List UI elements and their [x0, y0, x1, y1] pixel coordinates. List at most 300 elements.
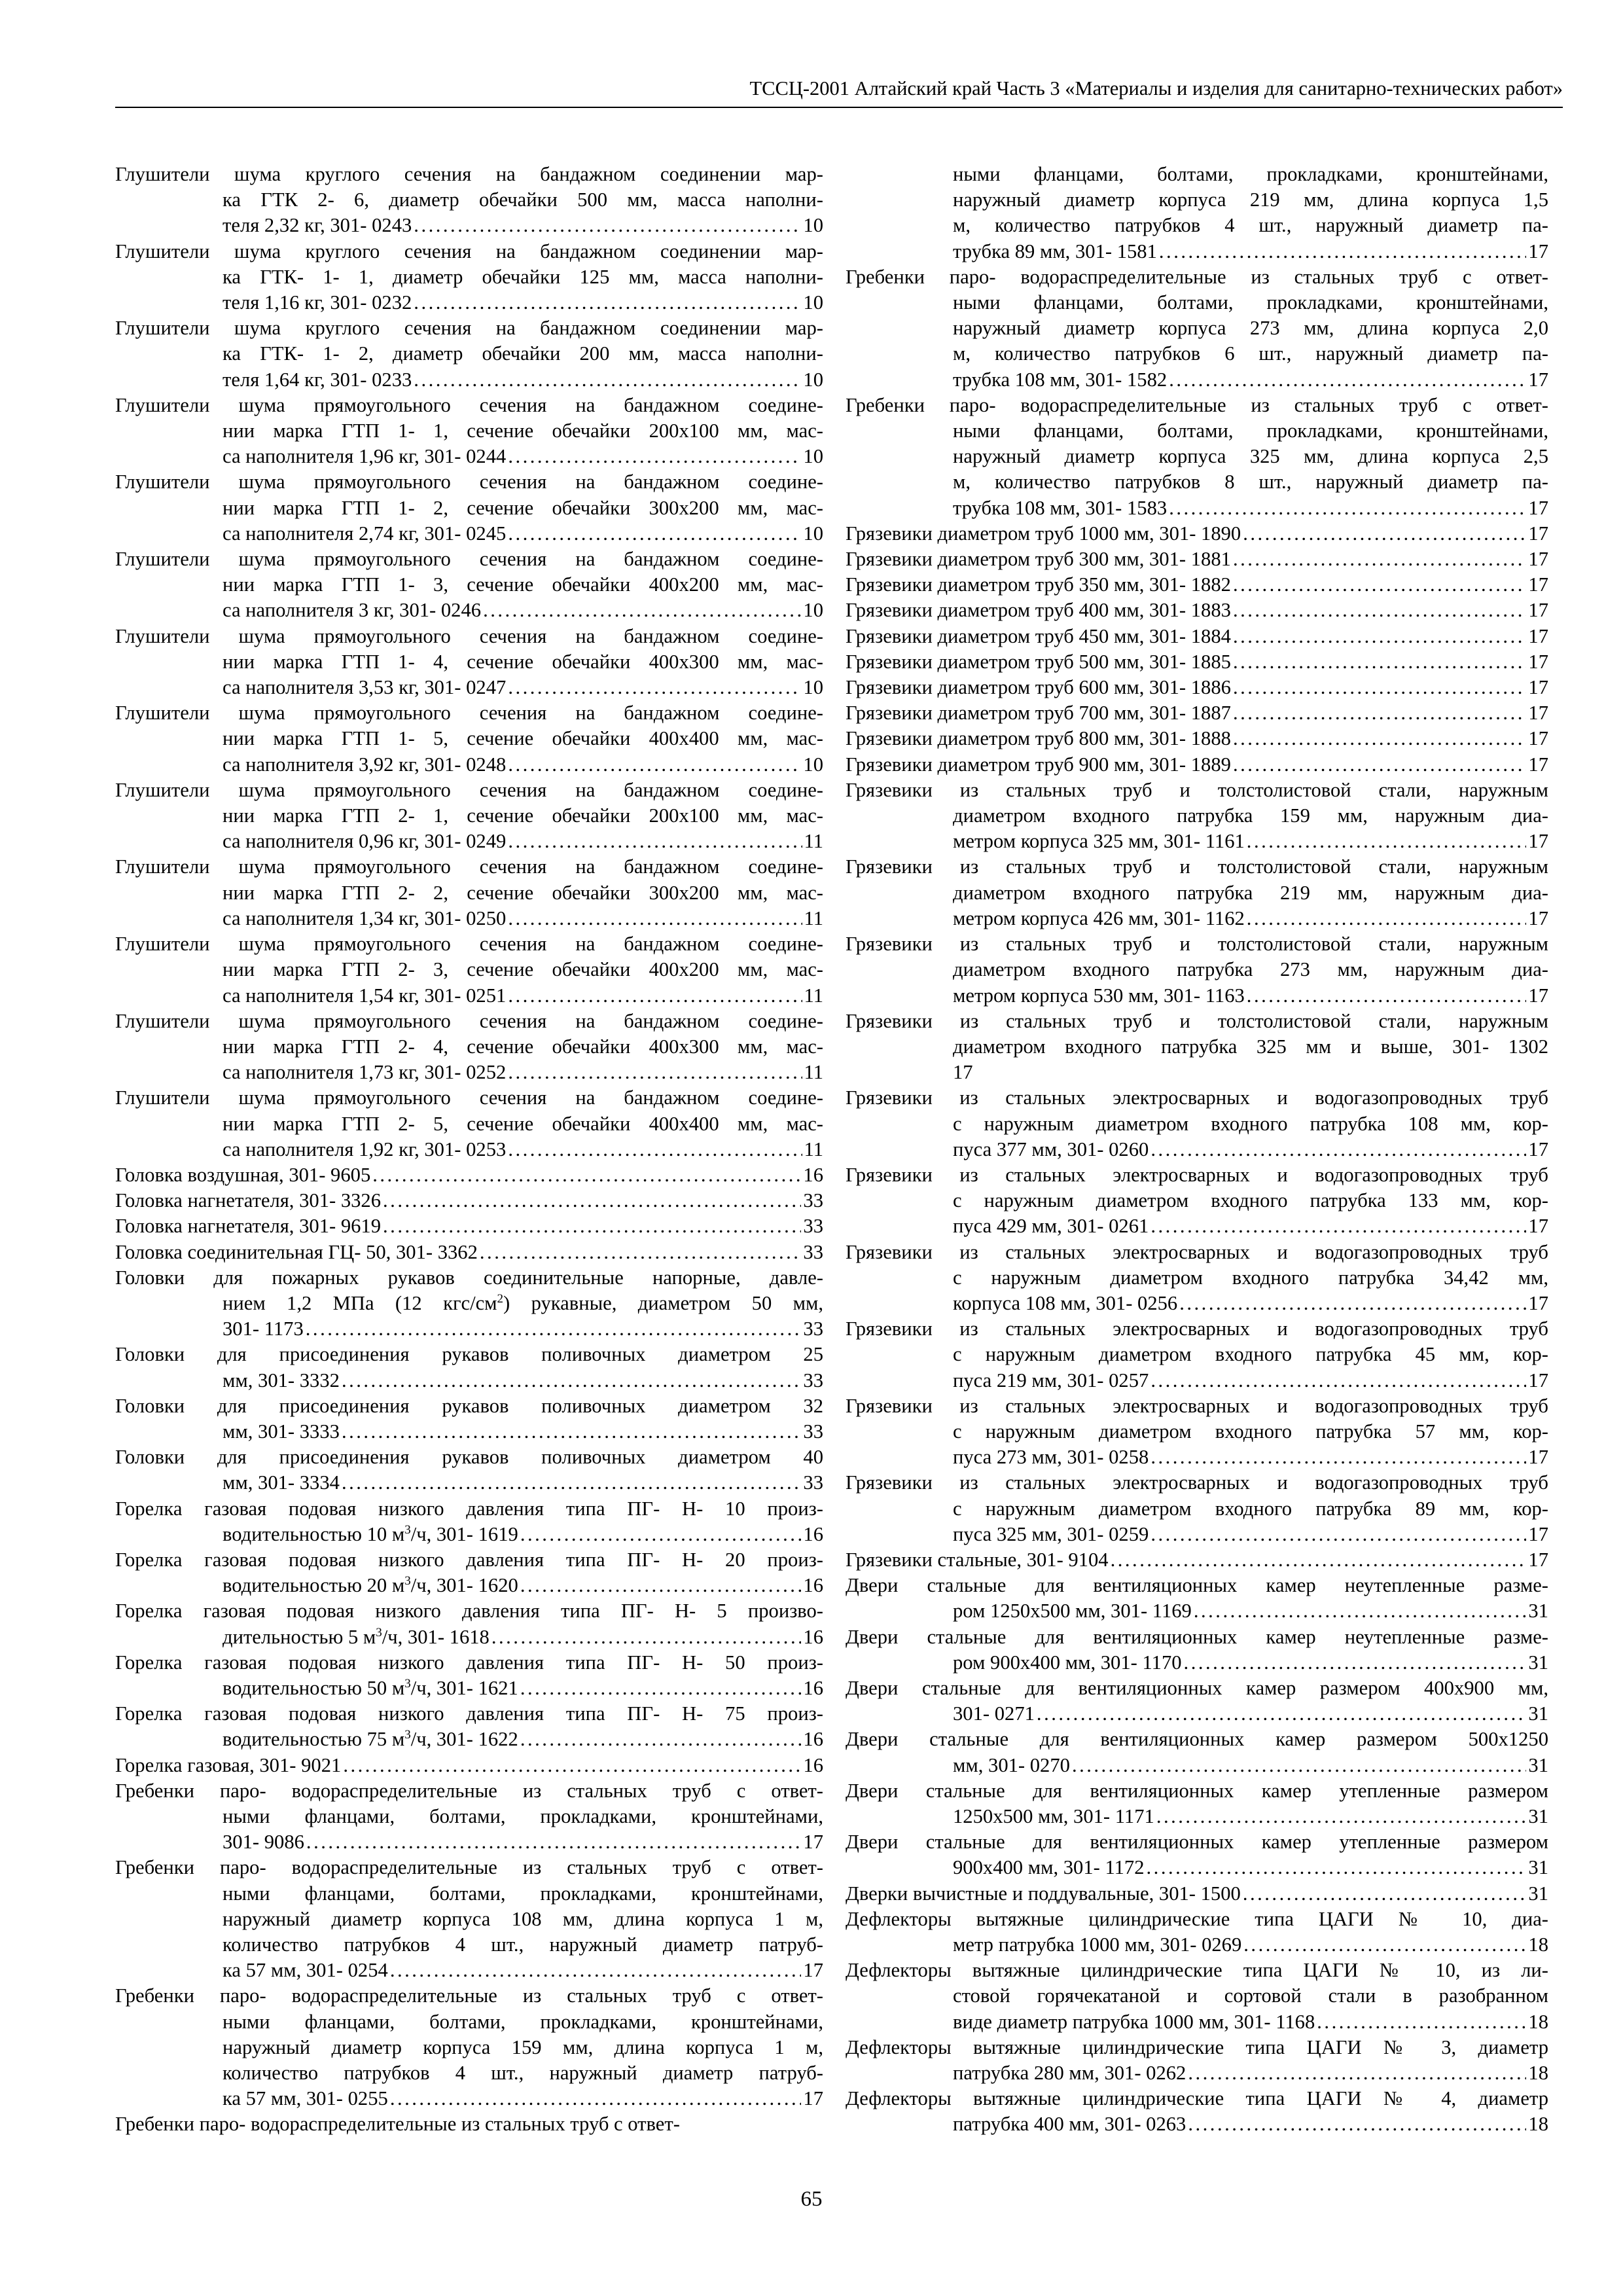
entry-text-line: стовой горячекатаной и сортовой стали в разобранном — [953, 1984, 1548, 2007]
index-entry — [115, 2111, 823, 2137]
entry-reference-line — [115, 1753, 823, 1778]
index-column-right — [846, 162, 1548, 2138]
entry-reference-text: мм, 301- 3333 — [223, 1420, 340, 1443]
entry-page-number: 31 — [1528, 1805, 1548, 1827]
dot-leader — [1194, 1598, 1527, 1624]
entry-text-line: Двери стальные для вентиляционных камер неутепленные разме- — [846, 1625, 1548, 1648]
entry-page-number: 31 — [1528, 1600, 1548, 1623]
entry-reference-text: патрубка 400 мм, 301- 0263 — [953, 2113, 1186, 2136]
entry-text-line: Глушители шума круглого сечения на бандажном соединении мар- — [115, 240, 823, 262]
entry-text-line: нии марка ГТП 1- 1, сечение обечайки 200х100 мм, мас- — [223, 420, 823, 442]
index-entry — [846, 1393, 1548, 1471]
entry-text-line: Гребенки паро- водораспределительные из стальных труб с ответ- — [115, 2113, 680, 2136]
entry-text-line: Дефлекторы вытяжные цилиндрические типа ЦАГИ № 3, диаметр — [846, 2036, 1548, 2058]
index-entry — [115, 547, 823, 624]
entry-text-line: Глушители шума прямоугольного сечения на бандажном соедине- — [115, 624, 823, 647]
index-entry — [846, 598, 1548, 623]
dot-leader — [520, 1727, 802, 1752]
entry-page-number: 10 — [803, 445, 823, 468]
entry-page-number: 10 — [803, 676, 823, 699]
entry-text-line: Грязевики из стальных электросварных и водогазопроводных труб — [846, 1086, 1548, 1109]
entry-reference-line — [846, 1804, 1548, 1829]
dot-leader — [480, 1240, 802, 1265]
entry-reference-line — [846, 1881, 1548, 1907]
entry-reference-text: Грязевики диаметром труб 1000 мм, 301- 1890 — [846, 522, 1241, 545]
entry-reference-text: Грязевики диаметром труб 900 мм, 301- 1889 — [846, 753, 1231, 776]
index-entry — [846, 1829, 1548, 1880]
entry-reference-text: Головка воздушная, 301- 9605 — [115, 1163, 371, 1186]
entry-page-number: 17 — [1528, 830, 1548, 853]
entry-page-number: 33 — [803, 1240, 823, 1263]
dot-leader — [508, 752, 801, 778]
entry-reference-line — [115, 829, 823, 854]
dot-leader — [1233, 598, 1526, 623]
entry-reference-text: пуса 273 мм, 301- 0258 — [953, 1446, 1149, 1469]
dot-leader — [1233, 726, 1526, 751]
entry-page-number: 16 — [803, 1574, 823, 1597]
entry-reference-line — [846, 1213, 1548, 1239]
dot-leader — [1233, 572, 1526, 598]
entry-page-number: 17 — [1528, 702, 1548, 725]
entry-reference-line — [846, 1932, 1548, 1958]
dot-leader — [1072, 1753, 1526, 1778]
entry-text-line: Гребенки паро- водораспределительные из стальных труб с ответ- — [115, 1984, 823, 2007]
dot-leader — [1169, 495, 1526, 521]
entry-reference-text: трубка 89 мм, 301- 1581 — [953, 240, 1157, 262]
entry-reference-text: теля 1,16 кг, 301- 0232 — [223, 291, 412, 314]
entry-reference-line — [846, 1547, 1548, 1573]
entry-reference-text: мм, 301- 3334 — [223, 1471, 340, 1494]
entry-text-line: нии марка ГТП 1- 4, сечение обечайки 400х300 мм, мас- — [223, 650, 823, 673]
entry-page-number: 33 — [803, 1215, 823, 1238]
entry-text-line: нии марка ГТП 1- 5, сечение обечайки 400х400 мм, мас- — [223, 727, 823, 750]
dot-leader — [1159, 239, 1527, 264]
entry-reference-text: пуса 377 мм, 301- 0260 — [953, 1138, 1149, 1160]
entry-reference-line — [115, 598, 823, 623]
dot-leader — [1150, 1137, 1526, 1162]
entry-page-number: 10 — [803, 368, 823, 391]
entry-reference-line — [115, 290, 823, 315]
entry-text-line: нии марка ГТП 2- 5, сечение обечайки 400х400 мм, мас- — [223, 1112, 823, 1135]
index-entry — [846, 726, 1548, 751]
index-entry — [846, 162, 1548, 264]
dot-leader — [390, 2086, 802, 2111]
index-entry — [115, 1547, 823, 1598]
entry-reference-text: ром 1250х500 мм, 301- 1169 — [953, 1600, 1192, 1623]
entry-reference-text: са наполнителя 1,54 кг, 301- 0251 — [223, 984, 507, 1007]
index-entry — [115, 931, 823, 1009]
index-entry — [115, 1009, 823, 1086]
entry-text-line: м, количество патрубков 8 шт., наружный диаметр па- — [953, 471, 1548, 493]
entry-page-number: 17 — [1528, 240, 1548, 262]
entry-reference-text: мм, 301- 0270 — [953, 1753, 1070, 1776]
entry-text-line: Гребенки паро- водораспределительные из стальных труб с ответ- — [115, 1779, 823, 1802]
entry-page-number: 33 — [803, 1189, 823, 1212]
dot-leader — [1184, 1650, 1527, 1676]
entry-reference-text: теля 1,64 кг, 301- 0233 — [223, 368, 412, 391]
entry-text-line: Глушители шума прямоугольного сечения на бандажном соедине- — [115, 778, 823, 801]
entry-reference-text: Грязевики диаметром труб 800 мм, 301- 1888 — [846, 727, 1231, 750]
entry-page-number: 18 — [1528, 1933, 1548, 1956]
dot-leader — [491, 1624, 802, 1650]
header-rule — [115, 107, 1563, 108]
index-entry — [115, 1496, 823, 1547]
entry-reference-text: трубка 108 мм, 301- 1583 — [953, 496, 1168, 519]
entry-text-line: Двери стальные для вентиляционных камер утепленные размером — [846, 1779, 1548, 1802]
entry-reference-line — [846, 1650, 1548, 1676]
header-title: ТССЦ-2001 Алтайский край Часть 3 «Материалы и изделия для санитарно-технических работ» — [749, 77, 1563, 99]
entry-text-line: Грязевики из стальных труб и толстолистовой стали, наружным — [846, 1009, 1548, 1032]
entry-page-number: 17 — [1528, 1138, 1548, 1160]
dot-leader — [1179, 1291, 1526, 1316]
index-entry — [115, 1701, 823, 1752]
entry-reference-line — [846, 649, 1548, 675]
entry-reference-text: Грязевики диаметром труб 700 мм, 301- 1887 — [846, 702, 1231, 725]
entry-text-line: Гребенки паро- водораспределительные из стальных труб с ответ- — [846, 393, 1548, 416]
index-entry — [846, 521, 1548, 547]
index-entry — [115, 1393, 823, 1444]
entry-page-number: 17 — [1528, 984, 1548, 1007]
dot-leader — [1150, 1522, 1526, 1547]
entry-text-line: м, количество патрубков 4 шт., наружный диаметр па- — [953, 214, 1548, 237]
entry-page-number: 17 — [803, 1959, 823, 1982]
index-entry — [846, 1907, 1548, 1958]
entry-text-line: Гребенки паро- водораспределительные из стальных труб с ответ- — [846, 265, 1548, 288]
entry-text-line: Гребенки паро- водораспределительные из стальных труб с ответ- — [115, 1856, 823, 1879]
index-entry — [846, 1085, 1548, 1162]
index-entry — [846, 572, 1548, 598]
entry-text-line: ка ГТК- 1- 1, диаметр обечайки 125 мм, масса наполни- — [223, 265, 823, 288]
entry-reference-text: са наполнителя 3,53 кг, 301- 0247 — [223, 676, 507, 699]
index-entry — [846, 1240, 1548, 1317]
index-entry — [846, 649, 1548, 675]
entry-text-line: Горелка газовая подовая низкого давления типа ПГ- Н- 50 произ- — [115, 1651, 823, 1674]
dot-leader — [508, 444, 801, 469]
entry-text-line: с наружным диаметром входного патрубка 108 мм, кор- — [953, 1112, 1548, 1135]
entry-reference-text: метр патрубка 1000 мм, 301- 0269 — [953, 1933, 1242, 1956]
entry-text-line: Грязевики из стальных электросварных и водогазопроводных труб — [846, 1318, 1548, 1340]
entry-reference-line — [115, 1727, 823, 1752]
entry-text-line: Грязевики из стальных электросварных и водогазопроводных труб — [846, 1163, 1548, 1186]
entry-reference-line — [846, 1522, 1548, 1547]
entry-reference-line — [846, 598, 1548, 623]
entry-reference-line — [846, 239, 1548, 264]
index-entry — [115, 1085, 823, 1162]
entry-page-number: 17 — [1528, 1369, 1548, 1391]
entry-reference-line — [115, 1316, 823, 1342]
entry-page-number: 31 — [1528, 1702, 1548, 1725]
dot-leader — [483, 598, 801, 623]
entry-text-line: нии марка ГТП 2- 1, сечение обечайки 200х100 мм, мас- — [223, 804, 823, 827]
entry-reference-line — [115, 1470, 823, 1496]
dot-leader — [306, 1829, 801, 1855]
index-entry — [115, 700, 823, 778]
entry-text-line: Головки для пожарных рукавов соединительные напорные, давле- — [115, 1266, 823, 1289]
entry-reference-line — [846, 2111, 1548, 2137]
index-entry — [846, 547, 1548, 572]
dot-leader — [1317, 2009, 1526, 2035]
index-entry — [115, 1983, 823, 2111]
entry-reference-line — [115, 1162, 823, 1188]
dot-leader — [1233, 624, 1526, 649]
entry-reference-text: Дверки вычистные и поддувальные, 301- 1500 — [846, 1882, 1241, 1905]
entry-page-number: 11 — [804, 1061, 823, 1084]
entry-page-number: 17 — [1528, 573, 1548, 596]
entry-page-number: 17 — [1528, 1522, 1548, 1545]
entry-reference-line — [846, 521, 1548, 547]
index-entry — [846, 393, 1548, 521]
dot-leader — [390, 1958, 802, 1983]
entry-reference-line — [115, 1419, 823, 1444]
entry-text-line: ка ГТК- 1- 2, диаметр обечайки 200 мм, масса наполни- — [223, 342, 823, 365]
entry-reference-line — [846, 726, 1548, 751]
index-column-left — [115, 162, 823, 2138]
entry-reference-line — [115, 521, 823, 547]
entry-reference-line — [846, 906, 1548, 931]
index-entry — [115, 393, 823, 470]
entry-reference-text: са наполнителя 0,96 кг, 301- 0249 — [223, 830, 507, 853]
entry-text-line: нием 1,2 МПа (12 кгс/$см^2$) рукавные, диаметром 50 мм, — [223, 1291, 823, 1314]
entry-reference-text: са наполнителя 3 кг, 301- 0246 — [223, 599, 482, 622]
entry-reference-text: Грязевики диаметром труб 400 мм, 301- 1883 — [846, 599, 1231, 622]
entry-reference-line — [115, 213, 823, 238]
entry-reference-text: пуса 325 мм, 301- 0259 — [953, 1522, 1149, 1545]
entry-reference-text: мм, 301- 3332 — [223, 1369, 340, 1391]
dot-leader — [520, 1573, 802, 1598]
dot-leader — [1233, 675, 1526, 700]
index-entry — [115, 1240, 823, 1265]
entry-text-line: Глушители шума прямоугольного сечения на бандажном соедине- — [115, 471, 823, 493]
entry-reference-line — [115, 1676, 823, 1701]
index-entry — [846, 1316, 1548, 1393]
entry-text-line: наружный диаметр корпуса 219 мм, длина корпуса 1,5 — [953, 188, 1548, 211]
entry-reference-line — [846, 1291, 1548, 1316]
entry-reference-text: ром 900х400 мм, 301- 1170 — [953, 1651, 1182, 1674]
index-entry — [115, 315, 823, 393]
dot-leader — [1233, 547, 1526, 572]
entry-reference-line — [115, 1213, 823, 1239]
entry-reference-line — [846, 752, 1548, 778]
index-entry — [846, 624, 1548, 649]
index-entry — [846, 264, 1548, 393]
entry-text-line: нии марка ГТП 1- 2, сечение обечайки 300х200 мм, мас- — [223, 496, 823, 519]
entry-text-line: нии марка ГТП 2- 4, сечение обечайки 400х300 мм, мас- — [223, 1035, 823, 1058]
entry-reference-line — [115, 1060, 823, 1085]
entry-text-line: ными фланцами, болтами, прокладками, кронштейнами, — [223, 2010, 823, 2033]
entry-text-line: Двери стальные для вентиляционных камер утепленные размером — [846, 1831, 1548, 1854]
entry-text-line: ка ГТК 2- 6, диаметр обечайки 500 мм, масса наполни- — [223, 188, 823, 211]
entry-text-line: Двери стальные для вентиляционных камер размером 400х900 мм, — [846, 1676, 1548, 1699]
entry-reference-text: водительностью 75 $м^3/ч$, 301- 1622 — [223, 1728, 518, 1751]
entry-page-number: 17 — [1528, 1446, 1548, 1469]
entry-page-number: 18 — [1528, 2113, 1548, 2136]
dot-leader — [1169, 367, 1526, 393]
entry-text-line: нии марка ГТП 1- 3, сечение обечайки 400х200 мм, мас- — [223, 573, 823, 596]
entry-text-line: наружный диаметр корпуса 273 мм, длина корпуса 2,0 — [953, 317, 1548, 340]
entry-page-number: 18 — [1528, 2062, 1548, 2085]
entry-text-line: Глушители шума прямоугольного сечения на бандажном соедине- — [115, 393, 823, 416]
entry-page-number: 16 — [803, 1753, 823, 1776]
entry-reference-text: водительностью 10 $м^3/ч$, 301- 1619 — [223, 1522, 518, 1545]
entry-reference-text: дительностью 5 $м^3/ч$, 301- 1618 — [223, 1625, 490, 1648]
entry-reference-text: Грязевики диаметром труб 300 мм, 301- 1881 — [846, 548, 1231, 571]
entry-reference-text: са наполнителя 1,34 кг, 301- 0250 — [223, 906, 507, 929]
dot-leader — [1147, 1855, 1527, 1880]
entry-page-number: 17 — [1528, 727, 1548, 750]
entry-reference-text: Грязевики диаметром труб 350 мм, 301- 1882 — [846, 573, 1231, 596]
entry-text-line: Горелка газовая подовая низкого давления типа ПГ- Н- 20 произ- — [115, 1548, 823, 1571]
entry-reference-text: Головка соединительная ГЦ- 50, 301- 3362 — [115, 1240, 478, 1263]
entry-reference-text: ка 57 мм, 301- 0254 — [223, 1959, 388, 1982]
dot-leader — [1247, 983, 1527, 1009]
entry-page-number: 17 — [1528, 1548, 1548, 1571]
dot-leader — [1243, 1881, 1527, 1907]
index-entry — [115, 1650, 823, 1701]
entry-reference-line — [846, 624, 1548, 649]
entry-page-number: 16 — [803, 1676, 823, 1699]
entry-text-line: Глушители шума прямоугольного сечения на бандажном соедине- — [115, 1009, 823, 1032]
entry-text-line: Глушители шума прямоугольного сечения на бандажном соедине- — [115, 1086, 823, 1109]
entry-text-line: количество патрубков 4 шт., наружный диаметр патруб- — [223, 2062, 823, 2085]
entry-page-number: 17 — [1528, 522, 1548, 545]
dot-leader — [342, 1470, 801, 1496]
entry-text-line: Глушители шума прямоугольного сечения на бандажном соедине- — [115, 702, 823, 725]
dot-leader — [1150, 1444, 1526, 1470]
index-entry — [115, 469, 823, 547]
entry-page-number: 11 — [804, 1138, 823, 1160]
entry-text-line: ными фланцами, болтами, прокладками, кронштейнами, — [223, 1882, 823, 1905]
entry-reference-text: 301- 1173 — [223, 1318, 304, 1340]
entry-text-line: Дефлекторы вытяжные цилиндрические типа ЦАГИ № 10, из ли- — [846, 1959, 1548, 1982]
entry-text-line: наружный диаметр корпуса 325 мм, длина корпуса 2,5 — [953, 445, 1548, 468]
index-entry — [115, 854, 823, 931]
dot-leader — [520, 1676, 802, 1701]
entry-reference-text: Грязевики диаметром труб 450 мм, 301- 1884 — [846, 624, 1231, 647]
entry-text-line: м, количество патрубков 6 шт., наружный диаметр па- — [953, 342, 1548, 365]
entry-reference-text: Головка нагнетателя, 301- 3326 — [115, 1189, 382, 1212]
dot-leader — [1188, 2060, 1526, 2086]
dot-leader — [1111, 1547, 1527, 1573]
dot-leader — [1233, 649, 1526, 675]
entry-reference-text: Грязевики диаметром труб 600 мм, 301- 1886 — [846, 676, 1231, 699]
entry-text-line: ными фланцами, болтами, прокладками, кронштейнами, — [953, 420, 1548, 442]
dot-leader — [1156, 1804, 1527, 1829]
index-entry — [846, 1778, 1548, 1829]
entry-text-line: Дефлекторы вытяжные цилиндрические типа ЦАГИ № 10, диа- — [846, 1907, 1548, 1930]
entry-reference-text: 301- 0271 — [953, 1702, 1035, 1725]
entry-reference-line — [115, 2086, 823, 2111]
entry-page-number: 17 — [803, 1831, 823, 1854]
index-entry — [115, 1444, 823, 1496]
entry-reference-line — [115, 675, 823, 700]
entry-text-line: 17 — [953, 1061, 973, 1084]
entry-reference-line — [846, 829, 1548, 854]
entry-page-number: 11 — [804, 830, 823, 853]
dot-leader — [414, 213, 801, 238]
dot-leader — [1247, 829, 1527, 854]
dot-leader — [1243, 521, 1526, 547]
dot-leader — [414, 367, 801, 393]
entry-text-line: Головки для присоединения рукавов поливочных диаметром 25 — [115, 1343, 823, 1366]
entry-page-number: 10 — [803, 214, 823, 237]
index-entry — [846, 675, 1548, 700]
index-entry — [846, 1470, 1548, 1547]
entry-reference-text: Головка нагнетателя, 301- 9619 — [115, 1215, 382, 1238]
index-entry — [115, 1213, 823, 1239]
page-header — [115, 77, 1563, 106]
entry-page-number: 16 — [803, 1163, 823, 1186]
entry-reference-text: 301- 9086 — [223, 1831, 304, 1854]
entry-text-line: Грязевики из стальных электросварных и водогазопроводных труб — [846, 1394, 1548, 1417]
entry-text-line: Глушители шума круглого сечения на бандажном соединении мар- — [115, 317, 823, 340]
entry-page-number: 33 — [803, 1369, 823, 1391]
entry-page-number: 17 — [1528, 1291, 1548, 1314]
index-entry — [115, 1855, 823, 1983]
entry-reference-line — [115, 1624, 823, 1650]
entry-reference-text: метром корпуса 325 мм, 301- 1161 — [953, 830, 1245, 853]
index-entry — [115, 239, 823, 316]
index-entry — [846, 1009, 1548, 1086]
entry-text-line: нии марка ГТП 2- 2, сечение обечайки 300х200 мм, мас- — [223, 881, 823, 904]
entry-text-line: Горелка газовая подовая низкого давления типа ПГ- Н- 75 произ- — [115, 1702, 823, 1725]
index-entry — [846, 1958, 1548, 2035]
entry-page-number: 33 — [803, 1318, 823, 1340]
entry-text-line: ными фланцами, болтами, прокладками, кронштейнами, — [953, 291, 1548, 314]
entry-text-line: с наружным диаметром входного патрубка 89 мм, кор- — [953, 1497, 1548, 1520]
dot-leader — [306, 1316, 802, 1342]
entry-text-line: Головки для присоединения рукавов поливочных диаметром 40 — [115, 1446, 823, 1469]
entry-reference-text: корпуса 108 мм, 301- 0256 — [953, 1291, 1178, 1314]
entry-reference-line — [115, 906, 823, 931]
entry-page-number: 16 — [803, 1522, 823, 1545]
entry-page-number: 10 — [803, 291, 823, 314]
entry-page-number: 16 — [803, 1728, 823, 1751]
index-entry — [846, 854, 1548, 931]
entry-reference-line — [846, 495, 1548, 521]
entry-text-line: Двери стальные для вентиляционных камер размером 500х1250 — [846, 1728, 1548, 1751]
index-entry — [115, 624, 823, 701]
index-entry — [846, 1676, 1548, 1727]
entry-page-number: 31 — [1528, 1753, 1548, 1776]
dot-leader — [1188, 2111, 1526, 2137]
entry-page-number: 17 — [1528, 624, 1548, 647]
entry-text-line: Горелка газовая подовая низкого давления типа ПГ- Н- 5 произво- — [115, 1600, 823, 1623]
index-entry — [115, 1162, 823, 1188]
entry-page-number: 10 — [803, 753, 823, 776]
dot-leader — [508, 829, 802, 854]
entry-page-number: 10 — [803, 522, 823, 545]
entry-page-number: 31 — [1528, 1856, 1548, 1879]
index-entry — [115, 1265, 823, 1342]
index-entry — [846, 1624, 1548, 1676]
entry-reference-line — [115, 1522, 823, 1547]
entry-text-line: наружный диаметр корпуса 159 мм, длина корпуса 1 м, — [223, 2036, 823, 2058]
entry-reference-text: пуса 429 мм, 301- 0261 — [953, 1215, 1149, 1238]
entry-text-line: Грязевики из стальных труб и толстолистовой стали, наружным — [846, 778, 1548, 801]
entry-page-number: 17 — [1528, 496, 1548, 519]
entry-reference-text: ка 57 мм, 301- 0255 — [223, 2087, 388, 2110]
entry-text-line: количество патрубков 4 шт., наружный диаметр патруб- — [223, 1933, 823, 1956]
entry-reference-line — [846, 1701, 1548, 1727]
entry-text-line: с наружным диаметром входного патрубка 45 мм, кор- — [953, 1343, 1548, 1366]
entry-reference-text: са наполнителя 1,96 кг, 301- 0244 — [223, 445, 507, 468]
entry-reference-line — [846, 675, 1548, 700]
index-entry — [846, 2086, 1548, 2137]
index-entry — [115, 778, 823, 855]
entry-reference-text: 1250х500 мм, 301- 1171 — [953, 1805, 1154, 1827]
entry-reference-text: 900х400 мм, 301- 1172 — [953, 1856, 1145, 1879]
entry-text-line: диаметром входного патрубка 273 мм, наружным диа- — [953, 958, 1548, 981]
